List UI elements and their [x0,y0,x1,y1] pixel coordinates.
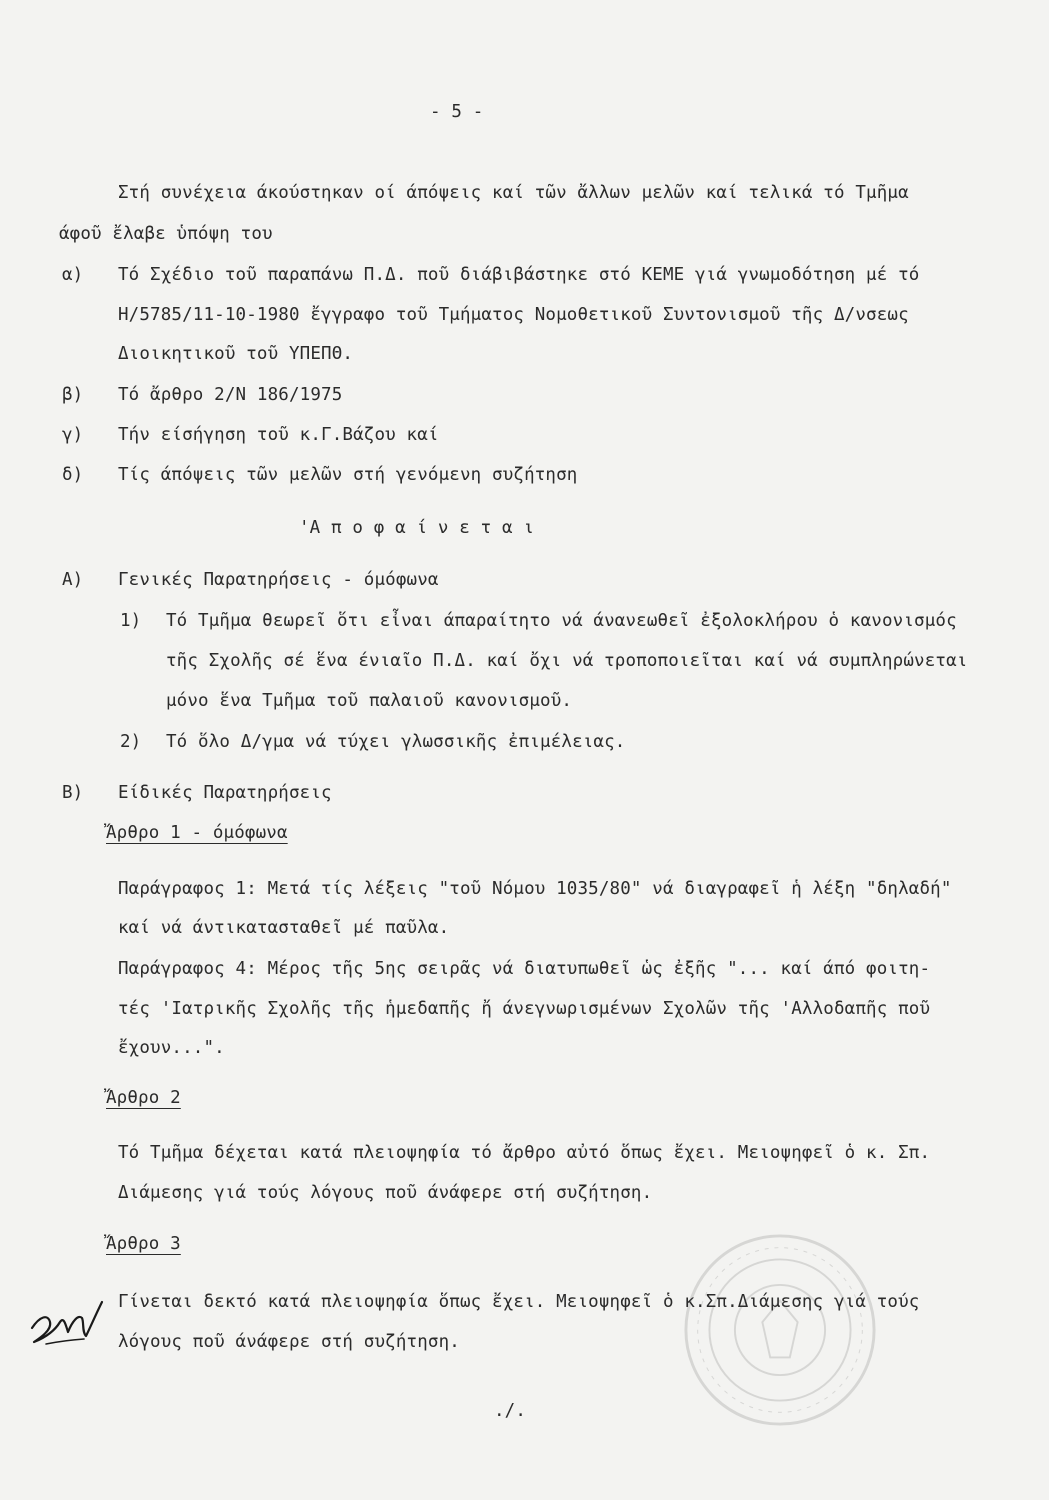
item-b-text: Τό ἄρθρο 2/Ν 186/1975 [118,385,343,405]
section-a-marker: Α) [62,570,84,590]
item-c-marker: γ) [62,425,84,445]
item-a-line-3: Διοικητικοῦ τοῦ ΥΠΕΠΘ. [118,344,354,364]
handwritten-initials-icon [26,1292,106,1352]
article-1-para-1-line-2: καί νά άντικατασταθεῖ μέ παῦλα. [118,918,450,938]
article-2-line-1: Τό Τμῆμα δέχεται κατά πλειοψηφία τό ἄρθρο αὐτό ὅπως ἔχει. Μειοψηφεῖ ὁ κ. Σπ. [118,1143,931,1163]
article-1-para-4-line-2: τές 'Ιατρικῆς Σχολῆς τῆς ἡμεδαπῆς ἤ άνεγνωρισμένων Σχολῶν τῆς 'Αλλοδαπῆς ποῦ [118,999,931,1019]
article-1-heading: Ἄρθρο 1 - όμόφωνα [106,823,288,843]
article-2-line-2: Διάμεσης γιά τούς λόγους ποῦ άνάφερε στή συζήτηση. [118,1183,653,1203]
point-2-marker: 2) [120,732,142,752]
point-1-line-2: τῆς Σχολῆς σέ ἕνα ένιαῖο Π.Δ. καί ὄχι νά τροποποιεῖται καί νά συμπληρώνεται [166,651,968,671]
point-2-text: Τό ὅλο Δ/γμα νά τύχει γλωσσικῆς ἐπιμέλειας. [166,732,626,752]
item-d-text: Τίς άπόψεις τῶν μελῶν στή γενόμενη συζήτηση [118,465,578,485]
continuation-mark: ./. [494,1401,527,1421]
item-d-marker: δ) [62,465,84,485]
section-b-marker: Β) [62,783,84,803]
decision-heading: 'Α π ο φ α ί ν ε τ α ι [299,518,535,538]
article-2-heading: Ἄρθρο 2 [106,1088,181,1108]
intro-line-2: άφοῦ ἔλαβε ὑπόψη του [59,224,273,244]
item-a-line-1: Τό Σχέδιο τοῦ παραπάνω Π.Δ. ποῦ διάβιβάστηκε στό ΚΕΜΕ γιά γνωμοδότηση μέ τό [118,265,920,285]
official-seal-icon [682,1232,878,1428]
point-1-line-3: μόνο ἕνα Τμῆμα τοῦ παλαιοῦ κανονισμοῦ. [166,691,573,711]
article-1-para-1-line-1: Παράγραφος 1: Μετά τίς λέξεις "τοῦ Νόμου 1035/80" νά διαγραφεῖ ἡ λέξη "δηλαδή" [118,879,952,899]
item-a-marker: α) [62,265,84,285]
page-number: - 5 - [430,102,484,122]
article-3-line-1: Γίνεται δεκτό κατά πλειοψηφία ὅπως ἔχει. Μειοψηφεῖ ὁ κ.Σπ.Διάμεσης γιά τούς [118,1292,920,1312]
section-b-title: Είδικές Παρατηρήσεις [118,783,332,803]
article-1-para-4-line-1: Παράγραφος 4: Μέρος τῆς 5ης σειρᾶς νά διατυπωθεῖ ὡς ἐξῆς "... καί άπό φοιτη- [118,959,931,979]
item-a-line-2: Η/5785/11-10-1980 ἔγγραφο τοῦ Τμήματος Νομοθετικοῦ Συντονισμοῦ τῆς Δ/νσεως [118,305,909,325]
article-3-heading: Ἄρθρο 3 [106,1234,181,1254]
point-1-marker: 1) [120,611,142,631]
item-c-text: Τήν είσήγηση τοῦ κ.Γ.Βάζου καί [118,425,439,445]
section-a-title: Γενικές Παρατηρήσεις - όμόφωνα [118,570,439,590]
point-1-line-1: Τό Τμῆμα θεωρεῖ ὅτι εἶναι άπαραίτητο νά άνανεωθεῖ ἐξολοκλήρου ὁ κανονισμός [166,611,957,631]
intro-line-1: Στή συνέχεια άκούστηκαν οί άπόψεις καί τῶν ἄλλων μελῶν καί τελικά τό Τμῆμα [118,183,909,203]
item-b-marker: β) [62,385,84,405]
article-3-line-2: λόγους ποῦ άνάφερε στή συζήτηση. [118,1332,460,1352]
article-1-para-4-line-3: ἔχουν...". [118,1038,225,1058]
